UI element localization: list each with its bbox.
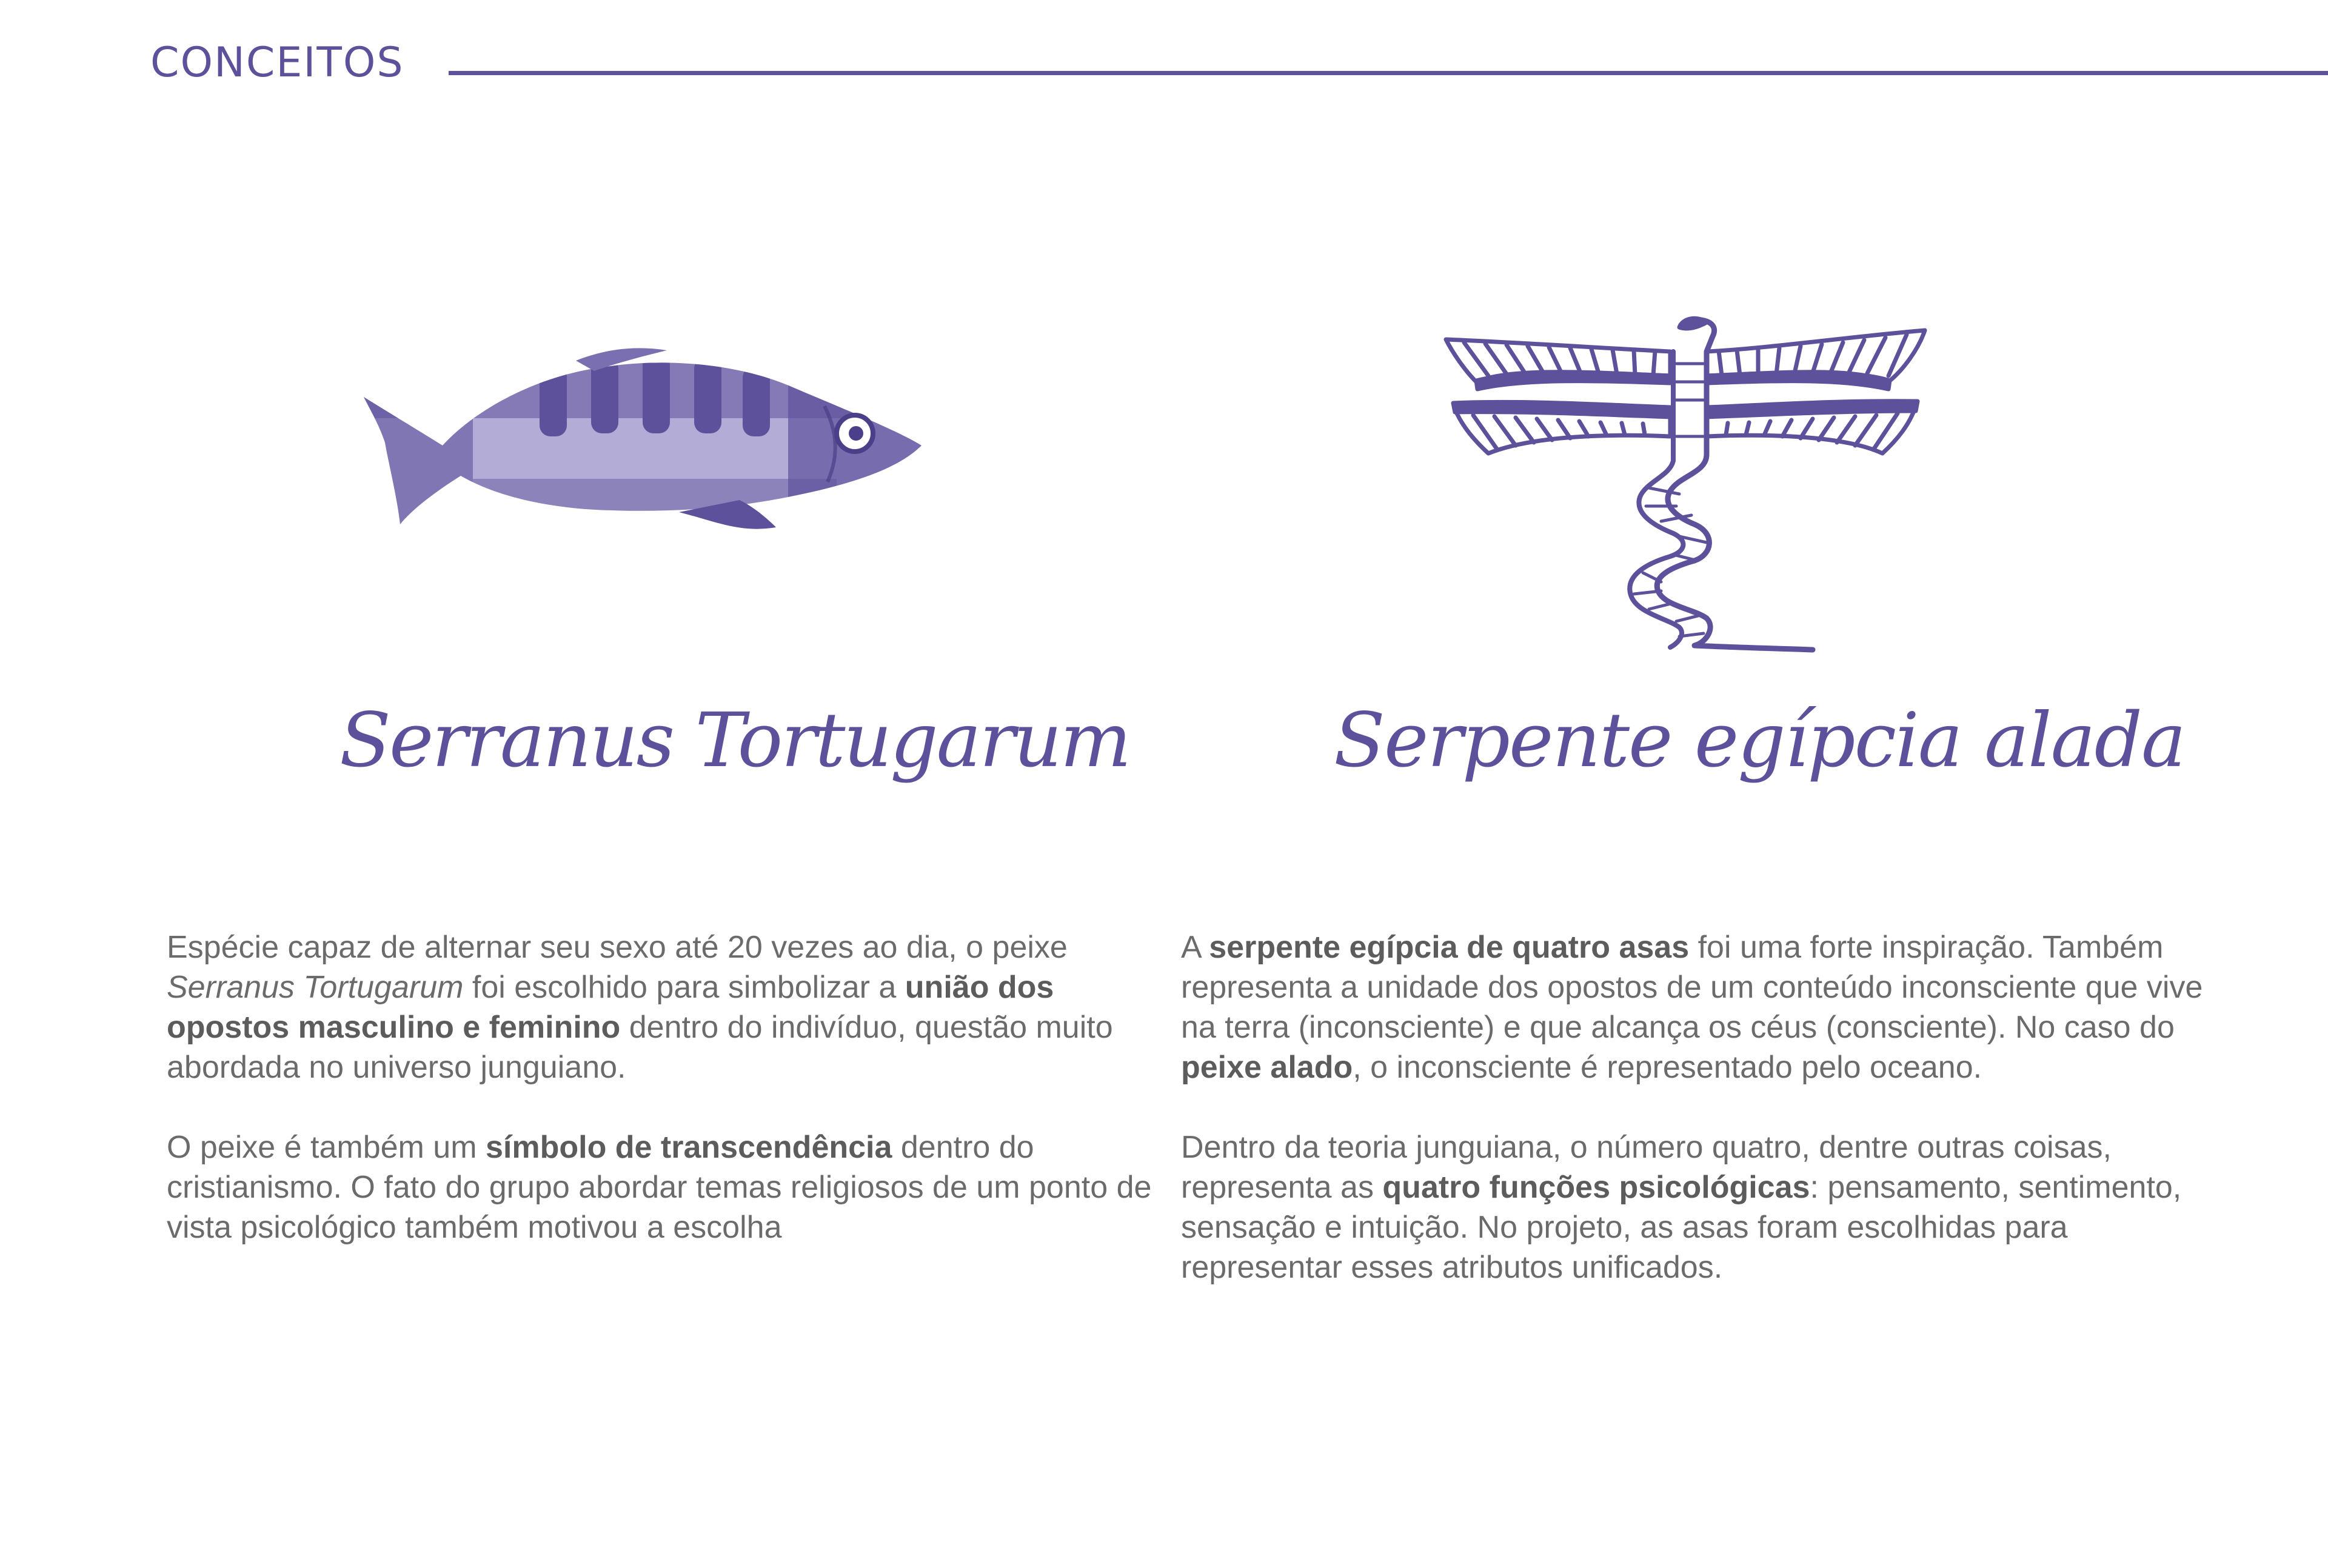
serpent-caption: Serpente egípcia alada	[1334, 697, 2185, 784]
left-paragraph-1: Espécie capaz de alternar seu sexo até 20 vezes ao dia, o peixe Serranus Tortugarum foi escolhido para simbolizar a união dos opostos masculino e feminino dentro do indivíduo, questão muito abordada no universo junguiano.	[167, 930, 1113, 1085]
left-text-column	[167, 927, 1155, 1287]
fish-illustration	[352, 339, 928, 545]
section-title: CONCEITOS	[150, 39, 404, 87]
fish-caption: Serranus Tortugarum	[340, 697, 1130, 784]
right-paragraph-1: A serpente egípcia de quatro asas foi uma forte inspiração. Também representa a unidade dos opostos de um conteúdo inconsciente que vive na terra (inconsciente) e que alcança os céus (consciente). No caso do peixe alado, o inconsciente é representado pelo oceano.	[1181, 930, 2203, 1085]
right-paragraph-2: Dentro da teoria junguiana, o número quatro, dentre outras coisas, representa as quatro funções psicológicas: pensamento, sentimento, sensação e intuição. No projeto, as asas foram escolhidas para representar esses atributos unificados.	[1181, 1130, 2182, 1285]
header-divider	[449, 71, 2328, 75]
winged-serpent-illustration	[1440, 315, 1931, 661]
right-text-column	[1181, 927, 2212, 1327]
left-paragraph-2: O peixe é também um símbolo de transcendência dentro do cristianismo. O fato do grupo abordar temas religiosos de um ponto de vista psicológico também motivou a escolha	[167, 1130, 1152, 1245]
